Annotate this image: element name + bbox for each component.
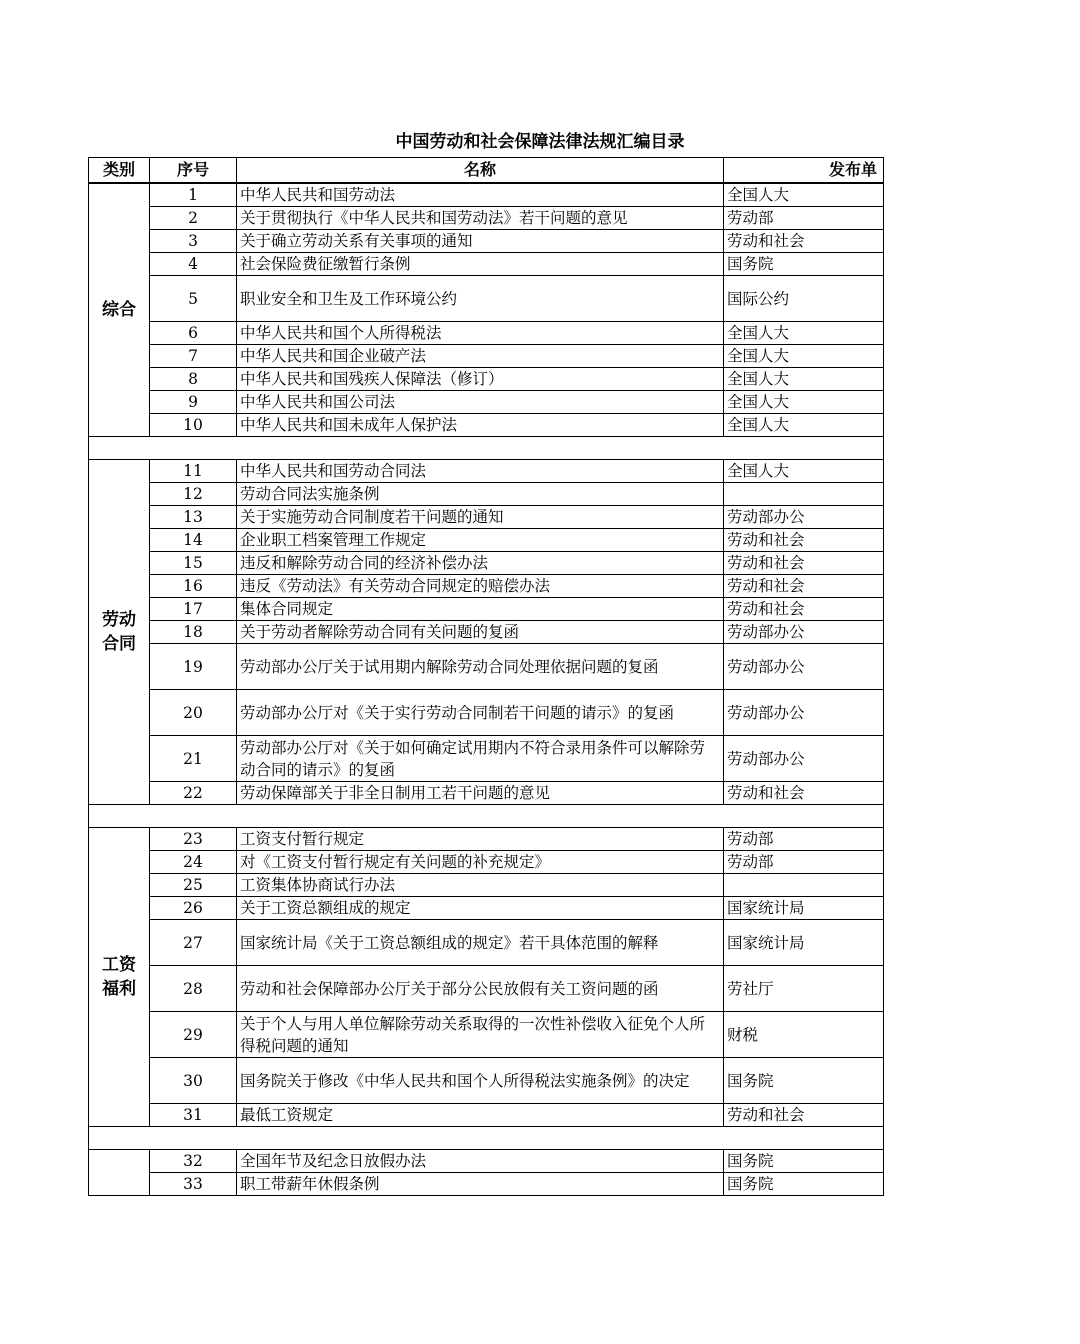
issuer-cell: 全国人大: [724, 183, 884, 207]
issuer-cell: 劳动部办公: [724, 644, 884, 690]
seq-cell: 32: [150, 1150, 237, 1173]
seq-cell: 33: [150, 1173, 237, 1196]
name-cell: 中华人民共和国劳动合同法: [237, 460, 724, 483]
seq-cell: 26: [150, 897, 237, 920]
seq-cell: 27: [150, 920, 237, 966]
table-row: [89, 736, 884, 782]
table-row: [89, 690, 884, 736]
table-row: [89, 1058, 884, 1104]
table-row: [89, 828, 884, 851]
table-row: [89, 1150, 884, 1173]
table-row: [89, 1173, 884, 1196]
header-issuer: 发布单: [724, 158, 884, 184]
issuer-cell: 国务院: [724, 1173, 884, 1196]
name-cell: 集体合同规定: [237, 598, 724, 621]
issuer-cell: 全国人大: [724, 322, 884, 345]
directory-table-viewport: [88, 157, 877, 1217]
seq-cell: 20: [150, 690, 237, 736]
seq-cell: 25: [150, 874, 237, 897]
name-cell: 违反《劳动法》有关劳动合同规定的赔偿办法: [237, 575, 724, 598]
issuer-cell: 劳动和社会: [724, 598, 884, 621]
issuer-cell: 国务院: [724, 1150, 884, 1173]
category-label: 劳动合同: [102, 610, 136, 654]
name-cell: 关于确立劳动关系有关事项的通知: [237, 230, 724, 253]
issuer-cell: 国际公约: [724, 276, 884, 322]
issuer-cell: 劳动和社会: [724, 529, 884, 552]
table-row: [89, 414, 884, 437]
issuer-cell: 劳动部: [724, 828, 884, 851]
table-row: [89, 874, 884, 897]
seq-cell: 7: [150, 345, 237, 368]
table-row: [89, 391, 884, 414]
issuer-cell: 劳动和社会: [724, 575, 884, 598]
name-cell: 中华人民共和国企业破产法: [237, 345, 724, 368]
name-cell: 全国年节及纪念日放假办法: [237, 1150, 724, 1173]
name-cell: 关于劳动者解除劳动合同有关问题的复函: [237, 621, 724, 644]
table-row: [89, 207, 884, 230]
seq-cell: 6: [150, 322, 237, 345]
issuer-cell: 劳社厅: [724, 966, 884, 1012]
name-cell: 违反和解除劳动合同的经济补偿办法: [237, 552, 724, 575]
issuer-cell: 全国人大: [724, 368, 884, 391]
table-row: [89, 598, 884, 621]
issuer-cell: 劳动和社会: [724, 552, 884, 575]
seq-cell: 13: [150, 506, 237, 529]
table-row: [89, 851, 884, 874]
table-row: [89, 966, 884, 1012]
seq-cell: 11: [150, 460, 237, 483]
table-row: [89, 621, 884, 644]
seq-cell: 15: [150, 552, 237, 575]
name-cell: 工资支付暂行规定: [237, 828, 724, 851]
name-cell: 中华人民共和国未成年人保护法: [237, 414, 724, 437]
name-cell: 工资集体协商试行办法: [237, 874, 724, 897]
header-seq: 序号: [150, 158, 237, 184]
name-cell: 最低工资规定: [237, 1104, 724, 1127]
issuer-cell: 国务院: [724, 1058, 884, 1104]
table-row: [89, 920, 884, 966]
issuer-cell: 全国人大: [724, 460, 884, 483]
name-cell: 中华人民共和国公司法: [237, 391, 724, 414]
seq-cell: 5: [150, 276, 237, 322]
seq-cell: 17: [150, 598, 237, 621]
table-row: [89, 552, 884, 575]
name-cell: 关于实施劳动合同制度若干问题的通知: [237, 506, 724, 529]
seq-cell: 9: [150, 391, 237, 414]
seq-cell: 3: [150, 230, 237, 253]
issuer-cell: 全国人大: [724, 414, 884, 437]
name-cell: 关于个人与用人单位解除劳动关系取得的一次性补偿收入征免个人所得税问题的通知: [237, 1012, 724, 1058]
category-label: 工资福利: [102, 955, 136, 999]
category-cell: [89, 1150, 150, 1196]
seq-cell: 8: [150, 368, 237, 391]
header-category: 类别: [89, 158, 150, 184]
name-cell: 职工带薪年休假条例: [237, 1173, 724, 1196]
issuer-cell: 劳动部办公: [724, 621, 884, 644]
table-row: [89, 1012, 884, 1058]
name-cell: 对《工资支付暂行规定有关问题的补充规定》: [237, 851, 724, 874]
name-cell: 劳动部办公厅关于试用期内解除劳动合同处理依据问题的复函: [237, 644, 724, 690]
seq-cell: 16: [150, 575, 237, 598]
seq-cell: 23: [150, 828, 237, 851]
spacer-row: [89, 805, 884, 828]
seq-cell: 2: [150, 207, 237, 230]
spacer-row: [89, 1127, 884, 1150]
table-row: [89, 368, 884, 391]
issuer-cell: 劳动部办公: [724, 736, 884, 782]
name-cell: 中华人民共和国个人所得税法: [237, 322, 724, 345]
table-row: [89, 529, 884, 552]
table-row: [89, 253, 884, 276]
issuer-cell: 劳动部办公: [724, 690, 884, 736]
issuer-cell: 国家统计局: [724, 897, 884, 920]
spacer-cell: [89, 437, 884, 460]
name-cell: 国务院关于修改《中华人民共和国个人所得税法实施条例》的决定: [237, 1058, 724, 1104]
name-cell: 劳动和社会保障部办公厅关于部分公民放假有关工资问题的函: [237, 966, 724, 1012]
table-row: [89, 575, 884, 598]
table-row: [89, 345, 884, 368]
name-cell: 社会保险费征缴暂行条例: [237, 253, 724, 276]
seq-cell: 21: [150, 736, 237, 782]
seq-cell: 14: [150, 529, 237, 552]
issuer-cell: 劳动和社会: [724, 782, 884, 805]
seq-cell: 30: [150, 1058, 237, 1104]
issuer-cell: 国务院: [724, 253, 884, 276]
name-cell: 劳动合同法实施条例: [237, 483, 724, 506]
name-cell: 中华人民共和国劳动法: [237, 183, 724, 207]
seq-cell: 4: [150, 253, 237, 276]
table-row: [89, 460, 884, 483]
seq-cell: 1: [150, 183, 237, 207]
issuer-cell: 劳动和社会: [724, 1104, 884, 1127]
issuer-cell: 劳动部: [724, 851, 884, 874]
name-cell: 关于贯彻执行《中华人民共和国劳动法》若干问题的意见: [237, 207, 724, 230]
name-cell: 劳动保障部关于非全日制用工若干问题的意见: [237, 782, 724, 805]
table-row: [89, 183, 884, 207]
issuer-cell: 劳动部: [724, 207, 884, 230]
name-cell: 职业安全和卫生及工作环境公约: [237, 276, 724, 322]
page-title: 中国劳动和社会保障法律法规汇编目录: [395, 132, 685, 152]
table-row: [89, 230, 884, 253]
seq-cell: 22: [150, 782, 237, 805]
name-cell: 劳动部办公厅对《关于如何确定试用期内不符合录用条件可以解除劳动合同的请示》的复函: [237, 736, 724, 782]
issuer-cell: 全国人大: [724, 391, 884, 414]
name-cell: 国家统计局《关于工资总额组成的规定》若干具体范围的解释: [237, 920, 724, 966]
seq-cell: 10: [150, 414, 237, 437]
table-body: [89, 183, 884, 1196]
name-cell: 中华人民共和国残疾人保障法（修订）: [237, 368, 724, 391]
table-row: [89, 322, 884, 345]
issuer-cell: 劳动部办公: [724, 506, 884, 529]
issuer-cell: 全国人大: [724, 345, 884, 368]
spacer-cell: [89, 1127, 884, 1150]
table-row: [89, 897, 884, 920]
table-row: [89, 782, 884, 805]
issuer-cell: 财税: [724, 1012, 884, 1058]
name-cell: 企业职工档案管理工作规定: [237, 529, 724, 552]
issuer-cell: 国家统计局: [724, 920, 884, 966]
category-cell: 综合: [89, 183, 150, 437]
issuer-cell: 劳动和社会: [724, 230, 884, 253]
name-cell: 关于工资总额组成的规定: [237, 897, 724, 920]
seq-cell: 31: [150, 1104, 237, 1127]
header-row: [89, 158, 884, 184]
issuer-cell: [724, 483, 884, 506]
directory-table: [88, 157, 884, 1196]
issuer-cell: [724, 874, 884, 897]
table-row: [89, 506, 884, 529]
seq-cell: 18: [150, 621, 237, 644]
table-row: [89, 276, 884, 322]
name-cell: 劳动部办公厅对《关于实行劳动合同制若干问题的请示》的复函: [237, 690, 724, 736]
header-name: 名称: [237, 158, 724, 184]
seq-cell: 12: [150, 483, 237, 506]
table-row: [89, 1104, 884, 1127]
seq-cell: 29: [150, 1012, 237, 1058]
spacer-cell: [89, 805, 884, 828]
seq-cell: 19: [150, 644, 237, 690]
spacer-row: [89, 437, 884, 460]
table-row: [89, 483, 884, 506]
category-cell: [89, 828, 150, 1127]
seq-cell: 28: [150, 966, 237, 1012]
seq-cell: 24: [150, 851, 237, 874]
table-row: [89, 644, 884, 690]
category-cell: [89, 460, 150, 805]
